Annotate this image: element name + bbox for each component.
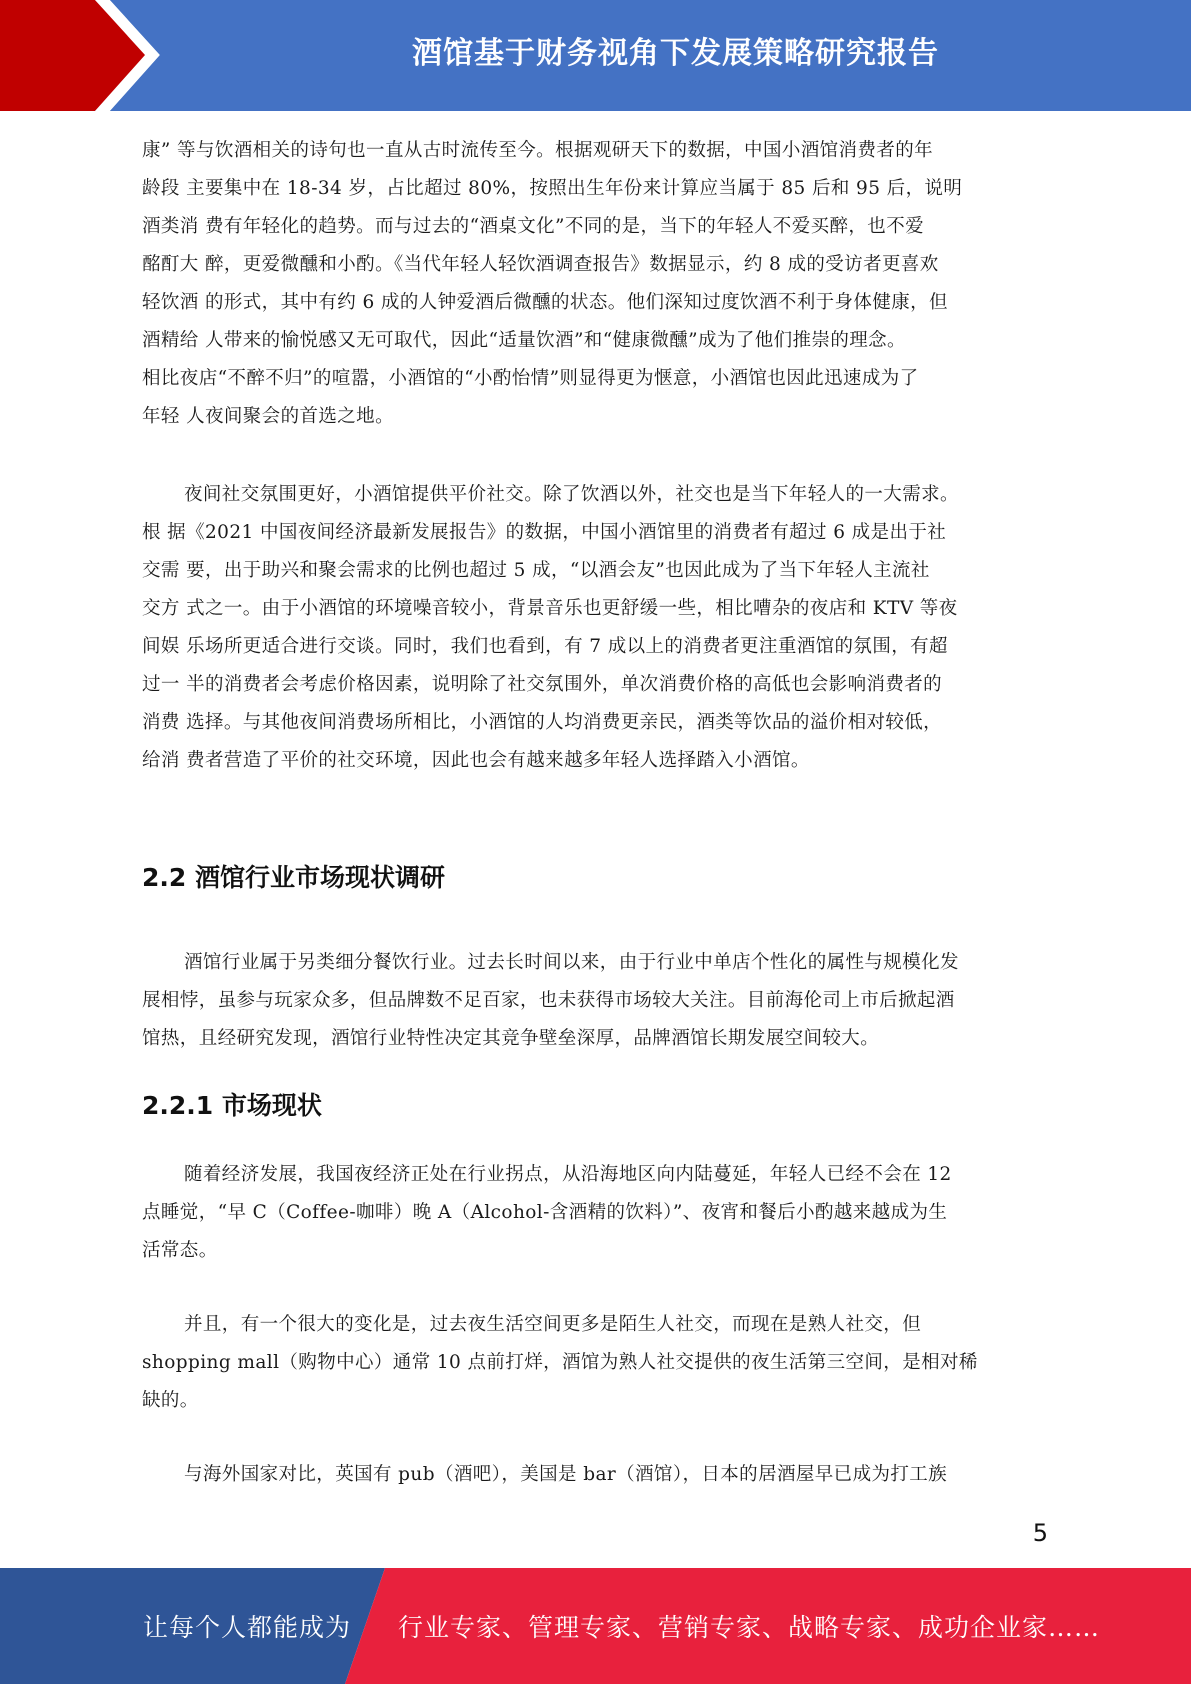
text-line: 馆热，且经研究发现，酒馆行业特性决定其竞争壁垒深厚，品牌酒馆长期发展空间较大。 xyxy=(142,1028,880,1049)
paragraph-2 xyxy=(142,476,1048,780)
text-line: 消费 选择。与其他夜间消费场所相比，小酒馆的人均消费更亲民，酒类等饮品的溢价相对较低， xyxy=(142,712,943,733)
text-line: 间娱 乐场所更适合进行交谈。同时，我们也看到，有 7 成以上的消费者更注重酒馆的氛围，有超 xyxy=(142,636,948,657)
text-line: 酩酊大 醉，更爱微醺和小酌。《当代年轻人轻饮酒调查报告》数据显示，约 8 成的受访者更喜欢 xyxy=(142,254,939,275)
text-line: 康” 等与饮酒相关的诗句也一直从古时流传至今。根据观研天下的数据，中国小酒馆消费者的年 xyxy=(142,140,934,161)
text-line: 酒馆行业属于另类细分餐饮行业。过去长时间以来，由于行业中单店个性化的属性与规模化发 xyxy=(184,952,959,973)
section-heading-2-2-1: 2.2.1 市场现状 xyxy=(142,1091,322,1120)
text-line: 展相悖，虽参与玩家众多，但品牌数不足百家，也未获得市场较大关注。目前海伦司上市后掀起酒 xyxy=(142,990,955,1011)
text-line: 随着经济发展，我国夜经济正处在行业拐点，从沿海地区向内陆蔓延，年轻人已经不会在 12 xyxy=(184,1164,952,1185)
section-heading-2-2: 2.2 酒馆行业市场现状调研 xyxy=(142,863,445,892)
text-line: 轻饮酒 的形式，其中有约 6 成的人钟爱酒后微醺的状态。他们深知过度饮酒不利于身体健康，但 xyxy=(142,292,948,313)
text-line: 给消 费者营造了平价的社交环境，因此也会有越来越多年轻人选择踏入小酒馆。 xyxy=(142,750,810,771)
text-line: 龄段 主要集中在 18-34 岁，占比超过 80%，按照出生年份来计算应当属于 85 后和 95 后，说明 xyxy=(142,178,963,199)
paragraph-6 xyxy=(142,1456,1048,1494)
text-line: 根 据《2021 中国夜间经济最新发展报告》的数据，中国小酒馆里的消费者有超过 6 成是出于社 xyxy=(142,522,947,543)
text-line: shopping mall（购物中心）通常 10 点前打烊，酒馆为熟人社交提供的夜生活第三空间，是相对稀 xyxy=(142,1352,978,1373)
page-footer xyxy=(0,1568,1191,1684)
text-line: 交方 式之一。由于小酒馆的环境噪音较小，背景音乐也更舒缓一些，相比嘈杂的夜店和 KTV 等夜 xyxy=(142,598,958,619)
text-line: 夜间社交氛围更好，小酒馆提供平价社交。除了饮酒以外，社交也是当下年轻人的一大需求。 xyxy=(184,484,959,505)
text-line: 过一 半的消费者会考虑价格因素，说明除了社交氛围外，单次消费价格的高低也会影响消费者的 xyxy=(142,674,943,695)
text-line: 酒类消 费有年轻化的趋势。而与过去的“酒桌文化”不同的是，当下的年轻人不爱买醉，也不爱 xyxy=(142,216,924,237)
paragraph-4 xyxy=(142,1156,1048,1270)
text-line: 活常态。 xyxy=(142,1240,218,1261)
text-line: 与海外国家对比，英国有 pub（酒吧），美国是 bar（酒馆），日本的居酒屋早已成为打工族 xyxy=(184,1464,948,1485)
text-line: 交需 要，出于助兴和聚会需求的比例也超过 5 成，“以酒会友”也因此成为了当下年轻人主流社 xyxy=(142,560,930,581)
page-number: 5 xyxy=(1032,1519,1048,1547)
footer-slogan-left: 让每个人都能成为 xyxy=(143,1613,352,1642)
header-arrow-decoration xyxy=(0,0,160,111)
text-line: 相比夜店“不醉不归”的喧嚣，小酒馆的“小酌怡情”则显得更为惬意，小酒馆也因此迅速成为了 xyxy=(142,368,919,389)
report-title: 酒馆基于财务视角下发展策略研究报告 xyxy=(412,36,939,71)
paragraph-3 xyxy=(142,944,1048,1058)
page-header xyxy=(0,0,1191,111)
text-line: 酒精给 人带来的愉悦感又无可取代，因此“适量饮酒”和“健康微醺”成为了他们推崇的理念。 xyxy=(142,330,906,351)
text-line: 并且，有一个很大的变化是，过去夜生活空间更多是陌生人社交，而现在是熟人社交，但 xyxy=(184,1314,922,1335)
footer-slogan-right: 行业专家、管理专家、营销专家、战略专家、成功企业家…… xyxy=(398,1613,1101,1642)
paragraph-5 xyxy=(142,1306,1048,1420)
text-line: 缺的。 xyxy=(142,1390,199,1411)
text-line: 年轻 人夜间聚会的首选之地。 xyxy=(142,406,394,427)
text-line: 点睡觉，“早 C（Coffee-咖啡）晚 A（Alcohol-含酒精的饮料）”、夜宵和餐后小酌越来越成为生 xyxy=(142,1202,948,1223)
paragraph-1 xyxy=(142,132,1048,436)
page-content xyxy=(142,132,1048,1494)
